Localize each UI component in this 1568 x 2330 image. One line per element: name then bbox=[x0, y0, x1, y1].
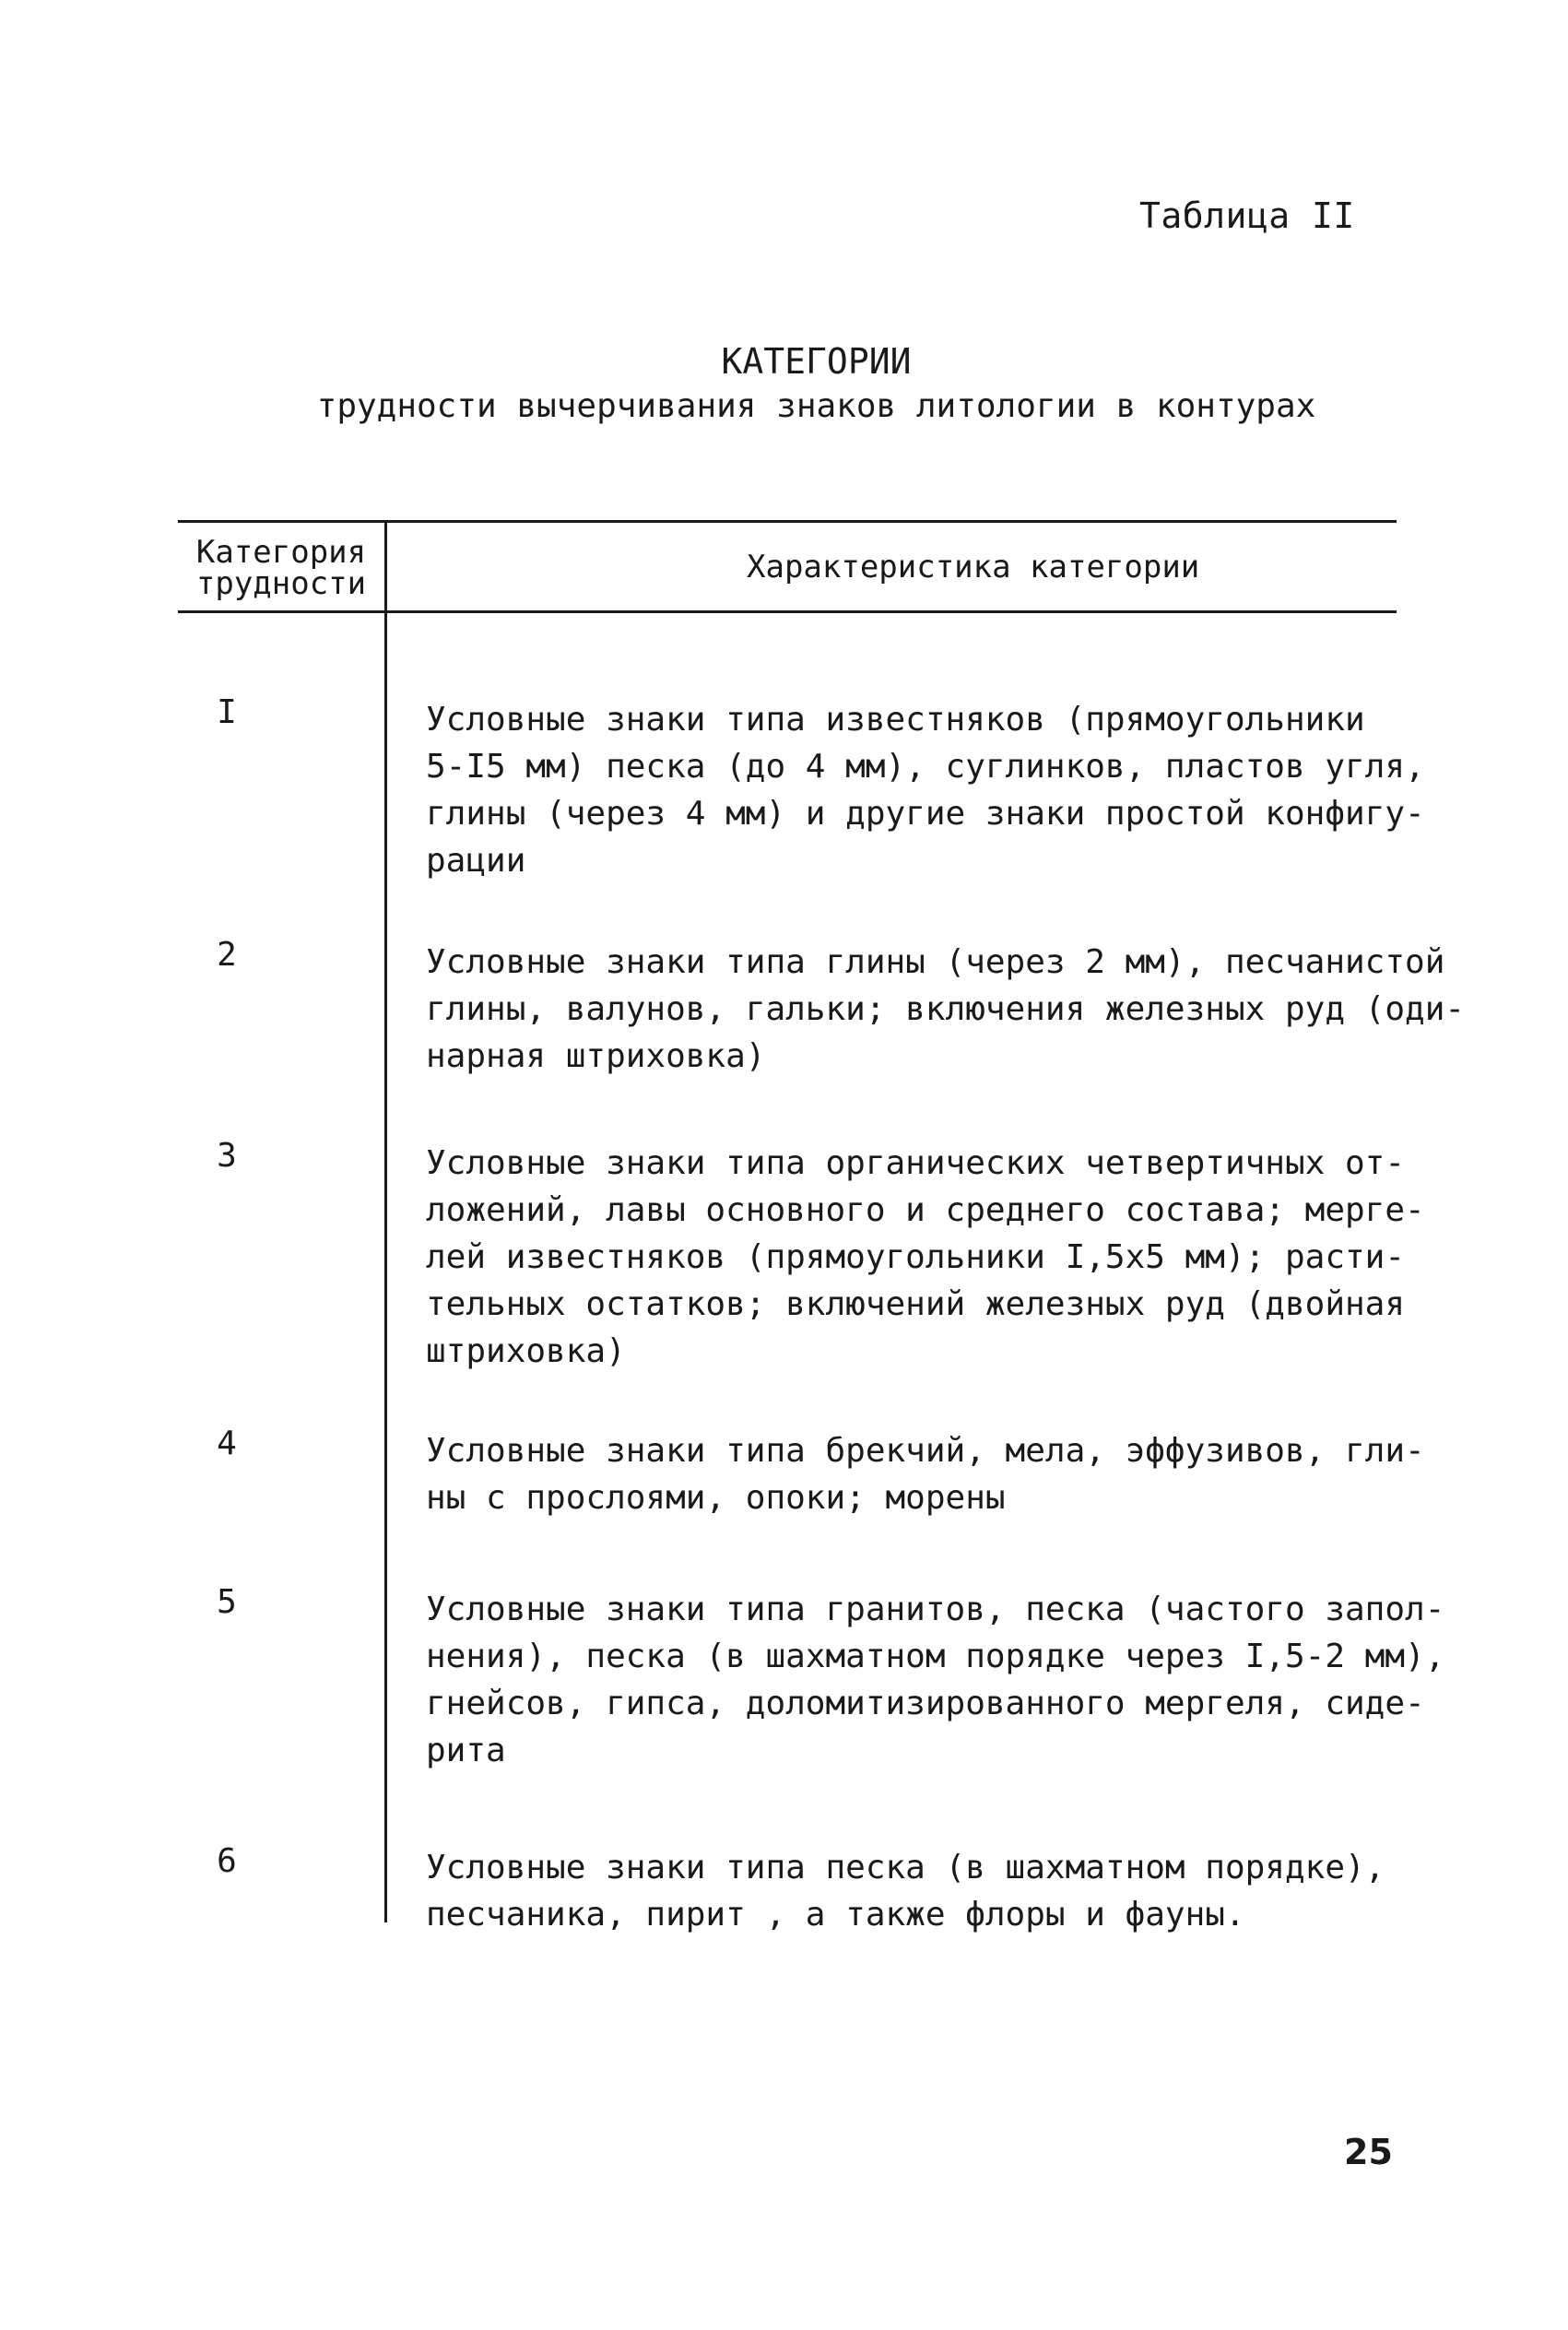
row-1-line-2: 5-I5 мм) песка (до 4 мм), суглинков, пластов угля, bbox=[426, 748, 1425, 786]
row-description-5 bbox=[426, 1586, 1445, 1774]
row-category-3: 3 bbox=[217, 1137, 237, 1175]
row-3-line-5: штриховка) bbox=[426, 1332, 626, 1370]
table-subtitle: трудности вычерчивания знаков литологии в контурах bbox=[316, 387, 1316, 425]
row-description-4 bbox=[426, 1427, 1425, 1521]
row-3-line-1: Условные знаки типа органических четвертичных от- bbox=[426, 1144, 1406, 1182]
row-category-6: 6 bbox=[217, 1842, 237, 1880]
row-category-2: 2 bbox=[217, 936, 237, 974]
row-2-line-3: нарная штриховка) bbox=[426, 1037, 766, 1075]
row-5-line-4: рита bbox=[426, 1732, 506, 1769]
row-6-line-1: Условные знаки типа песка (в шахматном порядке), bbox=[426, 1849, 1385, 1886]
row-category-4: 4 bbox=[217, 1425, 237, 1462]
row-3-line-4: тельных остатков; включений железных руд (двойная bbox=[426, 1285, 1406, 1323]
row-4-line-2: ны с прослоями, опоки; морены bbox=[426, 1479, 1006, 1517]
header-description: Характеристика категории bbox=[747, 549, 1200, 585]
row-description-2 bbox=[426, 939, 1466, 1080]
row-category-1: I bbox=[217, 693, 237, 731]
row-5-line-1: Условные знаки типа гранитов, песка (частого запол- bbox=[426, 1591, 1445, 1628]
row-2-line-1: Условные знаки типа глины (через 2 мм), песчанистой bbox=[426, 943, 1445, 981]
row-description-3 bbox=[426, 1140, 1425, 1375]
row-4-line-1: Условные знаки типа брекчий, мела, эффузивов, гли- bbox=[426, 1432, 1425, 1470]
page-number: 25 bbox=[1344, 2132, 1393, 2172]
row-3-line-2: ложений, лавы основного и среднего состава; мерге- bbox=[426, 1191, 1425, 1229]
row-description-1 bbox=[426, 696, 1425, 884]
header-category-line-1: Категория bbox=[195, 534, 367, 571]
header-category-line-2: трудности bbox=[195, 565, 367, 602]
row-1-line-3: глины (через 4 мм) и другие знаки простой конфигу- bbox=[426, 795, 1425, 833]
header-category bbox=[175, 534, 387, 602]
row-6-line-2: песчаника, пирит , а также флоры и фауны. bbox=[426, 1896, 1245, 1934]
row-3-line-3: лей известняков (прямоугольники I,5х5 мм); расти- bbox=[426, 1238, 1406, 1276]
table-header-rule bbox=[178, 610, 1397, 613]
table-column-divider bbox=[384, 523, 387, 1922]
row-5-line-2: нения), песка (в шахматном порядке через I,5-2 мм), bbox=[426, 1638, 1445, 1675]
table-top-rule bbox=[178, 520, 1397, 523]
row-5-line-3: гнейсов, гипса, доломитизированного мергеля, сиде- bbox=[426, 1685, 1425, 1722]
row-1-line-4: рации bbox=[426, 842, 526, 880]
table-title: КАТЕГОРИИ bbox=[721, 341, 912, 382]
row-2-line-2: глины, валунов, гальки; включения железных руд (оди- bbox=[426, 990, 1466, 1028]
row-1-line-1: Условные знаки типа известняков (прямоугольники bbox=[426, 701, 1365, 739]
row-description-6 bbox=[426, 1844, 1412, 1938]
table-label: Таблица II bbox=[1139, 195, 1355, 236]
row-category-5: 5 bbox=[217, 1583, 237, 1621]
